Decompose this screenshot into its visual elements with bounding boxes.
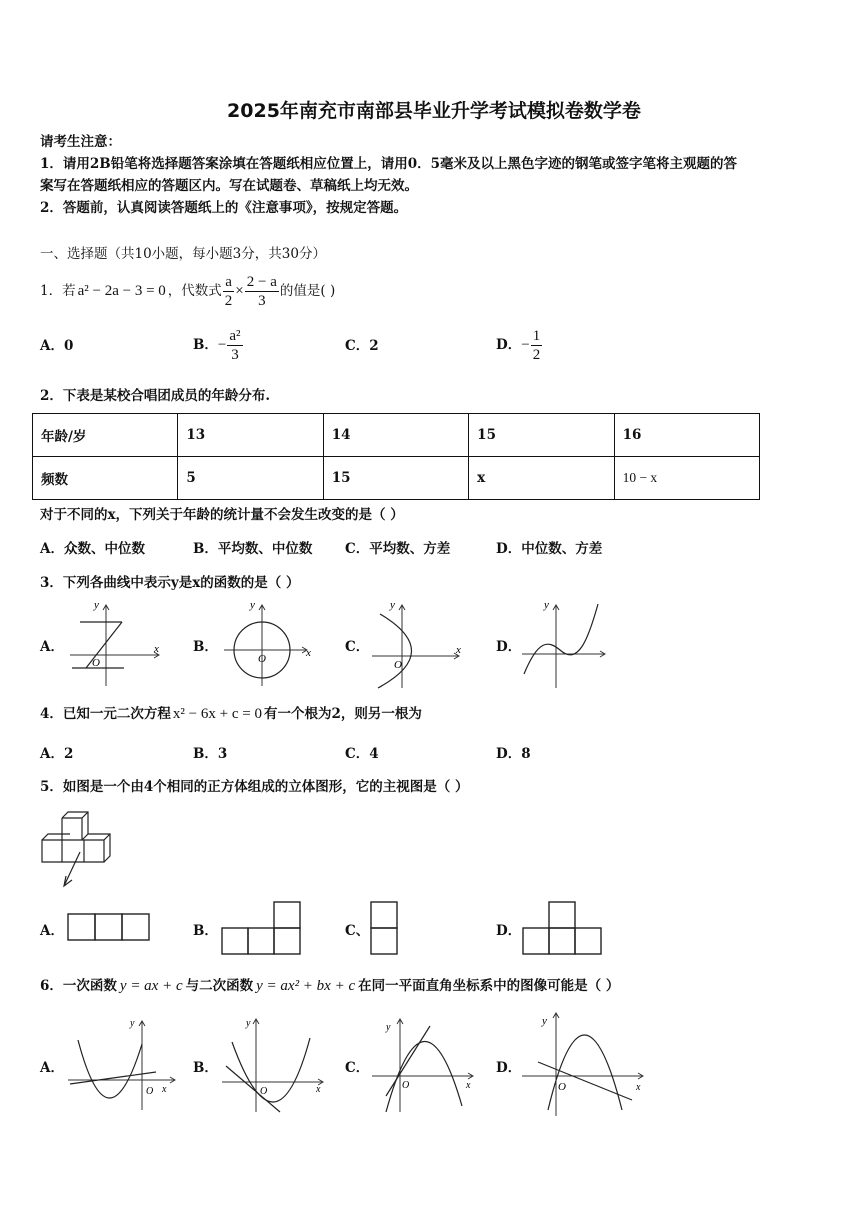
q1-times: × [235, 283, 244, 299]
q1-frac-1: $\frac{a}{2}$ [224, 273, 233, 309]
question-1-stem [40, 272, 335, 310]
q6-mid: 与二次函数 [185, 978, 254, 994]
q3-graph-d [518, 600, 618, 690]
q3-option-c: C． [345, 639, 370, 655]
q6-option-a: A． [40, 1060, 64, 1076]
q3-graph-c [368, 600, 468, 690]
table-cell: 15 [469, 414, 614, 457]
axis-x-label: x [162, 1084, 167, 1095]
q5-option-d: D． [496, 923, 522, 939]
axis-x-label: x [316, 1084, 321, 1095]
q1-option-d: D． − $\frac{1}{2}$ [496, 327, 541, 363]
table-cell: 13 [178, 414, 323, 457]
axis-y-label: y [94, 600, 99, 611]
table-cell: x [469, 457, 614, 500]
origin-label: O [558, 1081, 566, 1093]
section-heading: 一、选择题（共10小题，每小题3分，共30分） [40, 246, 326, 262]
table-row [33, 457, 760, 500]
q6-linear-function: y = ax + c [119, 978, 183, 994]
q6-prefix: 6．一次函数 [40, 978, 117, 994]
table-cell: 10 − x [614, 457, 759, 500]
q2-question: 对于不同的x，下列关于年龄的统计量不会发生改变的是（ ） [40, 507, 404, 523]
q1-option-b: B． − $\frac{\text{a²}}{3}$ [193, 327, 241, 363]
q5-option-b: B． [193, 923, 218, 939]
axis-y-label: y [390, 600, 395, 611]
table-cell: 15 [323, 457, 468, 500]
q3-graph-b [220, 600, 320, 690]
q2-option-c: C．平均数、方差 [345, 541, 451, 557]
q4-prefix: 4．已知一元二次方程 [40, 706, 171, 722]
axis-y-label: y [250, 600, 255, 611]
origin-label: O [258, 653, 266, 665]
axis-x-label: x [466, 1080, 471, 1091]
q1-option-a: A．0 [40, 338, 74, 354]
q6-quadratic-function: y = ax² + bx + c [256, 978, 356, 994]
q6-suffix: 在同一平面直角坐标系中的图像可能是（ ） [358, 978, 620, 994]
q1-frac-2: $\frac{2 - a}{3}$ [246, 273, 277, 309]
q4-option-c: C．4 [345, 746, 379, 762]
notice-line-1: 1．请用2B铅笔将选择题答案涂填在答题纸相应位置上，请用0．5毫米及以上黑色字迹的钢笔或签字笔将主观题的答 [40, 156, 737, 172]
q2-option-a: A．众数、中位数 [40, 541, 145, 557]
axis-x-label: x [306, 647, 311, 659]
axis-y-label: y [542, 1015, 547, 1027]
q6-option-c: C． [345, 1060, 370, 1076]
q3-graph-a [66, 600, 166, 690]
question-3-stem: 3．下列各曲线中表示y是x的函数的是（ ） [40, 575, 300, 591]
age-table [32, 413, 760, 500]
table-cell: 年龄/岁 [33, 414, 178, 457]
q5-view-b [216, 900, 304, 956]
table-cell: 14 [323, 414, 468, 457]
q5-view-a [66, 912, 152, 942]
q3-option-a: A． [40, 639, 64, 655]
axis-y-label: y [246, 1018, 251, 1029]
q1-suffix: 的值是( ) [279, 283, 336, 299]
q5-view-c [368, 900, 402, 956]
q2-option-b: B．平均数、中位数 [193, 541, 313, 557]
origin-label: O [394, 659, 402, 671]
q6-graph-c [368, 1014, 478, 1114]
q4-equation: x² − 6x + c = 0 [172, 706, 262, 722]
q5-view-d [518, 900, 608, 956]
q1-prefix: 1．若 [40, 283, 76, 299]
table-row [33, 414, 760, 457]
table-cell: 16 [614, 414, 759, 457]
q1-mid: ，代数式 [167, 283, 222, 299]
notice-line-3: 2．答题前，认真阅读答题纸上的《注意事项》，按规定答题。 [40, 200, 408, 216]
q6-graph-d [518, 1010, 648, 1120]
origin-label: O [402, 1080, 410, 1091]
q6-graph-a [66, 1014, 176, 1114]
q5-solid-figure [40, 808, 120, 892]
q3-option-b: B． [193, 639, 218, 655]
axis-y-label: y [544, 600, 549, 611]
q3-option-d: D． [496, 639, 522, 655]
q6-option-d: D． [496, 1060, 522, 1076]
q4-suffix: 有一个根为2，则另一根为 [263, 706, 422, 722]
q4-option-d: D．8 [496, 746, 531, 762]
axis-x-label: x [636, 1082, 641, 1093]
q6-graph-b [218, 1014, 328, 1114]
q1-option-c: C．2 [345, 338, 379, 354]
axis-x-label: x [456, 644, 461, 656]
origin-label: O [146, 1086, 154, 1097]
q5-option-a: A． [40, 923, 64, 939]
q5-option-c: C、 [345, 923, 370, 939]
axis-y-label: y [386, 1022, 391, 1033]
notice-heading: 请考生注意： [40, 134, 121, 150]
table-cell: 频数 [33, 457, 178, 500]
question-6-stem [40, 975, 619, 997]
q4-option-b: B．3 [193, 746, 228, 762]
question-5-stem: 5．如图是一个由4个相同的正方体组成的立体图形，它的主视图是（ ） [40, 779, 469, 795]
q6-option-b: B． [193, 1060, 218, 1076]
origin-label: O [92, 657, 100, 669]
q2-option-d: D．中位数、方差 [496, 541, 603, 557]
table-cell: 5 [178, 457, 323, 500]
notice-line-2: 案写在答题纸相应的答题区内。写在试题卷、草稿纸上均无效。 [40, 178, 418, 194]
origin-label: O [260, 1086, 268, 1097]
q1-equation: a² − 2a − 3 = 0 [77, 283, 166, 299]
axis-x-label: x [154, 643, 159, 655]
q4-option-a: A．2 [40, 746, 74, 762]
question-2-stem: 2．下表是某校合唱团成员的年龄分布. [40, 388, 271, 404]
page-title: 2025年南充市南部县毕业升学考试模拟卷数学卷 [227, 100, 641, 122]
question-4-stem [40, 703, 422, 725]
axis-y-label: y [130, 1018, 135, 1029]
